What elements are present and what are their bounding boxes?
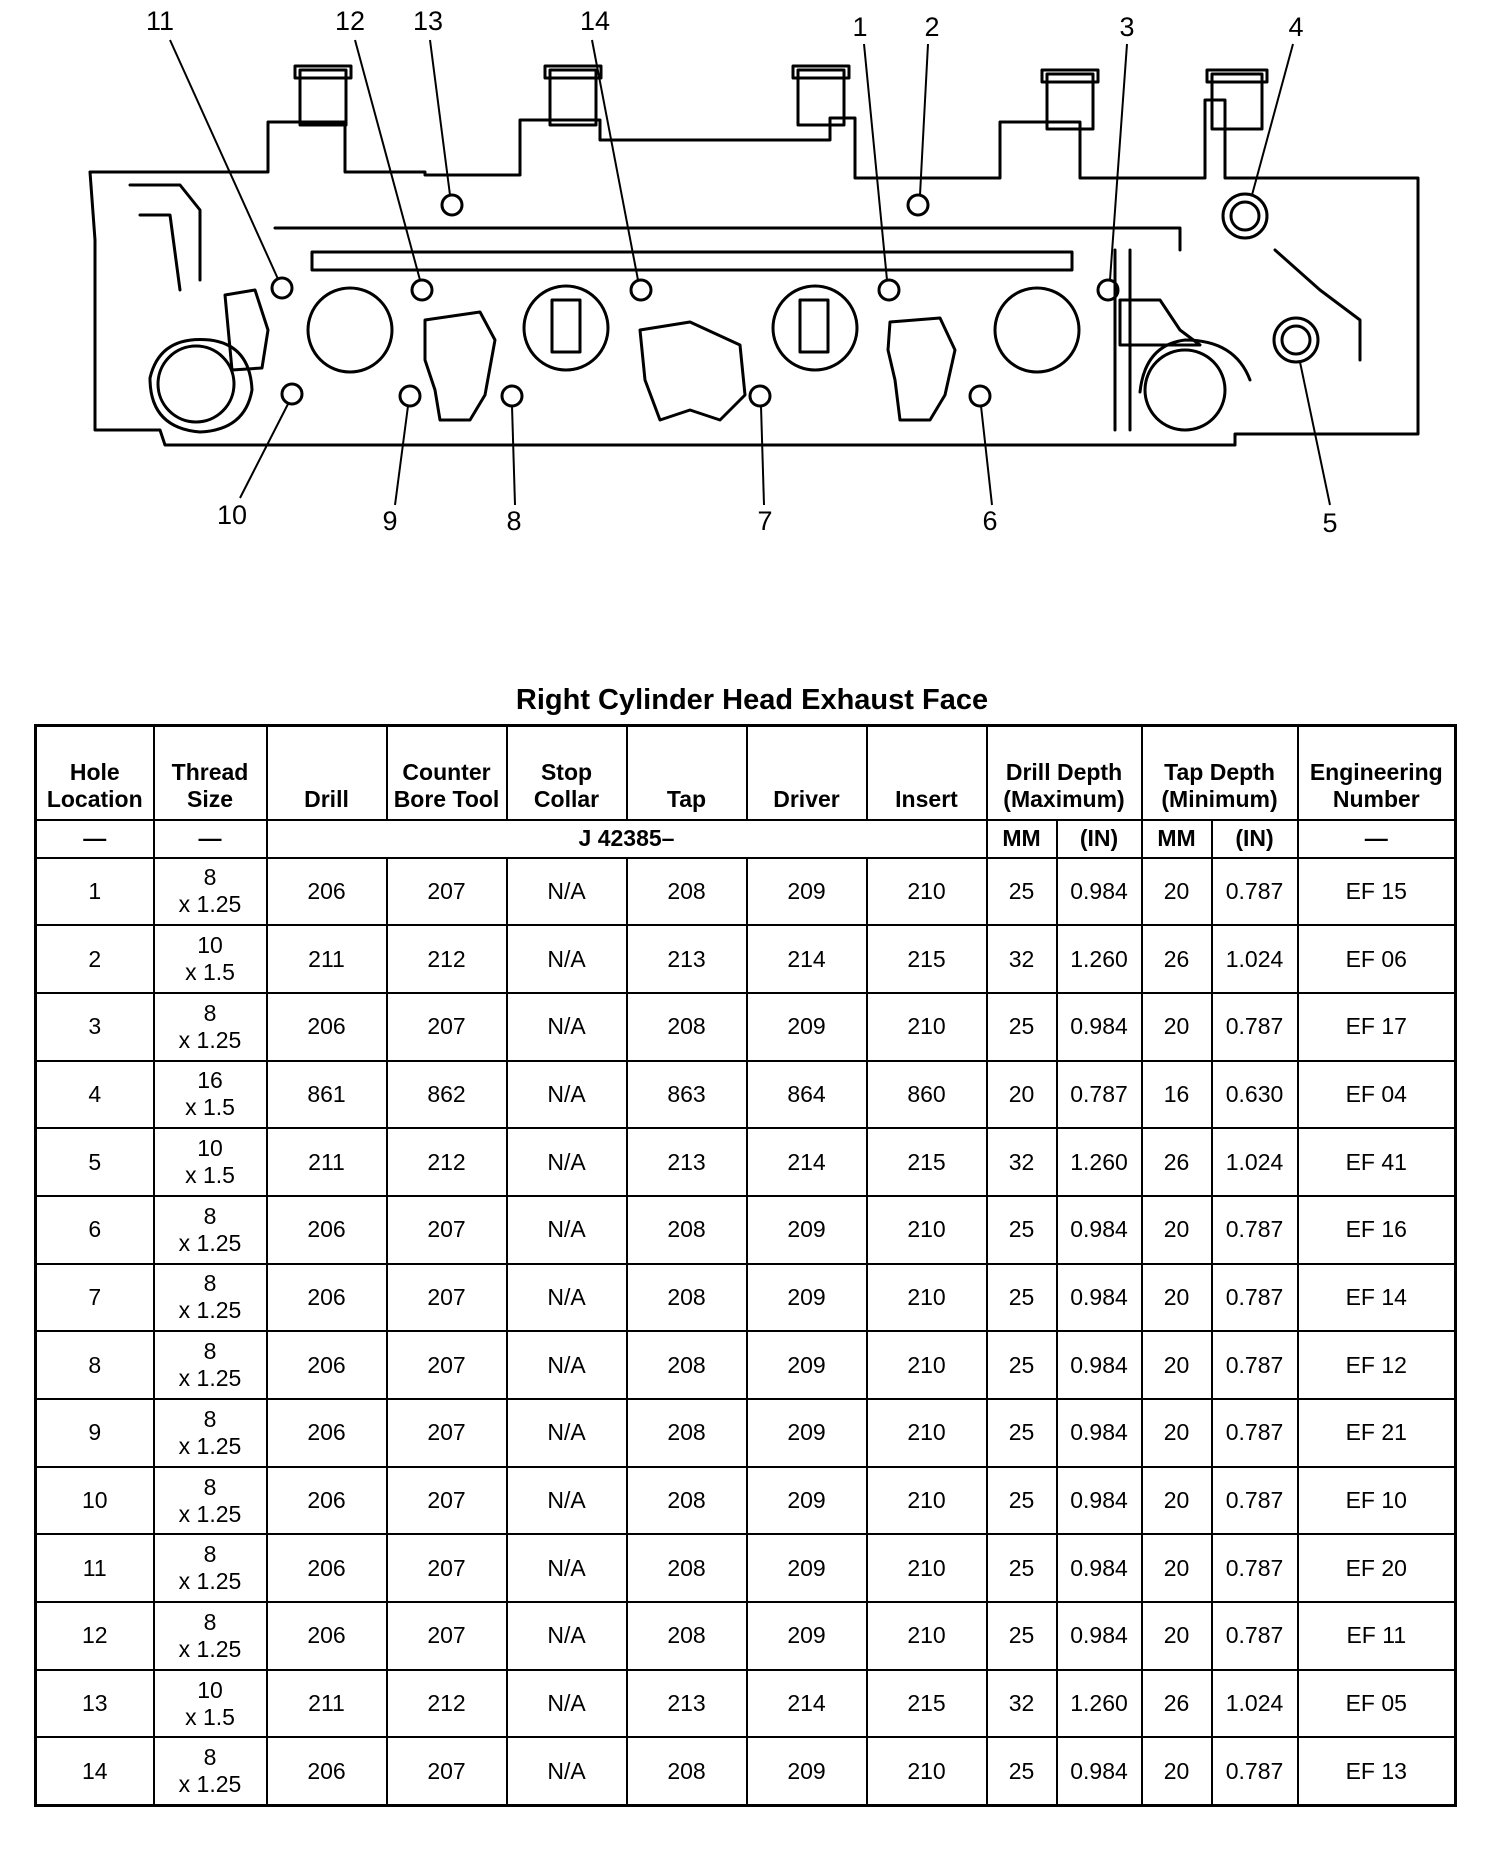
exhaust-port-4 (640, 322, 745, 420)
header-hole-location: Hole Location (36, 726, 154, 820)
cell-counter-bore-tool: 207 (387, 1534, 507, 1602)
cell-driver: 209 (747, 1264, 867, 1332)
head-outline (90, 100, 1418, 445)
cell-drill: 211 (267, 925, 387, 993)
cell-thread-size (154, 1264, 267, 1332)
cell-stop-collar: N/A (507, 1399, 627, 1467)
cell-engineering-number: EF 06 (1298, 925, 1456, 993)
cell-drill-depth-in: 0.984 (1057, 1602, 1142, 1670)
cell-hole-location: 12 (36, 1602, 154, 1670)
cell-tap-depth-mm: 16 (1142, 1061, 1212, 1129)
cell-drill-depth-mm: 25 (987, 1602, 1057, 1670)
cell-tap-depth-mm: 20 (1142, 858, 1212, 926)
cell-stop-collar: N/A (507, 1264, 627, 1332)
table-row (36, 1264, 1456, 1332)
cell-thread-size (154, 1737, 267, 1805)
cell-driver: 214 (747, 925, 867, 993)
hole-1 (879, 280, 899, 300)
cell-engineering-number: EF 12 (1298, 1331, 1456, 1399)
cell-tap-depth-mm: 20 (1142, 993, 1212, 1061)
cell-drill-depth-in: 0.984 (1057, 993, 1142, 1061)
leader-lines (170, 40, 1330, 505)
table-row (36, 1737, 1456, 1805)
cell-tap-depth-mm: 20 (1142, 1534, 1212, 1602)
thread-size-part: x 1.5 (185, 1162, 235, 1189)
cell-engineering-number: EF 20 (1298, 1534, 1456, 1602)
cell-insert: 210 (867, 993, 987, 1061)
cell-hole-location: 8 (36, 1331, 154, 1399)
port-left-small (158, 346, 234, 422)
cell-drill: 206 (267, 1196, 387, 1264)
cell-tap: 208 (627, 1331, 747, 1399)
cell-drill-depth-mm: 25 (987, 1196, 1057, 1264)
hole-2 (908, 195, 928, 215)
cell-stop-collar: N/A (507, 1534, 627, 1602)
table-row (36, 1331, 1456, 1399)
cell-thread-size (154, 925, 267, 993)
cell-drill-depth-in: 0.984 (1057, 1331, 1142, 1399)
thread-size-part: x 1.25 (178, 1026, 242, 1053)
thread-size-part: 8 (203, 999, 217, 1026)
cell-drill: 206 (267, 993, 387, 1061)
hole-10 (282, 384, 302, 404)
hole-label-13: 13 (412, 6, 444, 36)
sub-drill-in: (IN) (1057, 820, 1142, 858)
table-row (36, 1534, 1456, 1602)
thread-size-part: 10 (197, 932, 223, 959)
cell-driver: 209 (747, 1331, 867, 1399)
cell-drill-depth-mm: 25 (987, 1331, 1057, 1399)
cell-drill-depth-mm: 32 (987, 1670, 1057, 1738)
thread-size-part: 10 (197, 1135, 223, 1162)
cell-hole-location: 9 (36, 1399, 154, 1467)
cell-tap: 863 (627, 1061, 747, 1129)
cell-driver: 209 (747, 1602, 867, 1670)
cell-insert: 210 (867, 1534, 987, 1602)
cell-drill-depth-mm: 25 (987, 1737, 1057, 1805)
cell-driver: 209 (747, 1467, 867, 1535)
cell-tap: 213 (627, 925, 747, 993)
cell-hole-location: 3 (36, 993, 154, 1061)
cell-insert: 210 (867, 1467, 987, 1535)
hole-11 (272, 278, 292, 298)
cell-drill: 206 (267, 1331, 387, 1399)
hole-5-inner (1282, 326, 1310, 354)
bore-right (1145, 350, 1225, 430)
sub-tool-prefix: J 42385– (267, 820, 987, 858)
cell-thread-size (154, 993, 267, 1061)
cell-tap: 208 (627, 1264, 747, 1332)
header-tap-depth: Tap Depth (Minimum) (1142, 726, 1298, 820)
thread-size-part: 8 (203, 1473, 217, 1500)
sub-tap-mm: MM (1142, 820, 1212, 858)
cell-driver: 209 (747, 1196, 867, 1264)
cell-drill: 206 (267, 1399, 387, 1467)
cell-drill-depth-in: 0.984 (1057, 1196, 1142, 1264)
cell-tap-depth-mm: 26 (1142, 1670, 1212, 1738)
cell-stop-collar: N/A (507, 925, 627, 993)
hole-label-9: 9 (382, 506, 398, 536)
exhaust-port-7 (995, 288, 1079, 372)
table-row (36, 858, 1456, 926)
cell-insert: 210 (867, 1196, 987, 1264)
table-title: Right Cylinder Head Exhaust Face (515, 684, 989, 716)
cell-stop-collar: N/A (507, 1061, 627, 1129)
cell-driver: 209 (747, 1534, 867, 1602)
cell-insert: 210 (867, 858, 987, 926)
cell-drill-depth-in: 0.984 (1057, 858, 1142, 926)
cell-drill-depth-in: 1.260 (1057, 925, 1142, 993)
cell-drill-depth-in: 0.984 (1057, 1264, 1142, 1332)
table-row (36, 1602, 1456, 1670)
table-row (36, 1061, 1456, 1129)
cell-drill-depth-mm: 25 (987, 1467, 1057, 1535)
cell-counter-bore-tool: 207 (387, 993, 507, 1061)
hole-label-2: 2 (924, 12, 940, 42)
cell-tap: 208 (627, 858, 747, 926)
sub-engineering: — (1298, 820, 1456, 858)
cell-thread-size (154, 1128, 267, 1196)
thread-size-part: x 1.25 (178, 891, 242, 918)
header-row (36, 726, 1456, 820)
cell-stop-collar: N/A (507, 1196, 627, 1264)
table-body (36, 858, 1456, 1806)
header-counter-bore-tool: Counter Bore Tool (387, 726, 507, 820)
sub-hole-location: — (36, 820, 154, 858)
cell-engineering-number: EF 10 (1298, 1467, 1456, 1535)
hole-8 (502, 386, 522, 406)
sub-tap-in: (IN) (1212, 820, 1298, 858)
cell-insert: 860 (867, 1061, 987, 1129)
cell-tap-depth-in: 0.787 (1212, 858, 1298, 926)
cell-drill-depth-in: 0.984 (1057, 1467, 1142, 1535)
thread-size-part: x 1.25 (178, 1500, 242, 1527)
cell-engineering-number: EF 05 (1298, 1670, 1456, 1738)
header-drill-depth: Drill Depth (Maximum) (987, 726, 1142, 820)
cell-hole-location: 13 (36, 1670, 154, 1738)
thread-size-part: 8 (203, 1541, 217, 1568)
cell-engineering-number: EF 11 (1298, 1602, 1456, 1670)
cell-drill: 206 (267, 1602, 387, 1670)
cell-drill-depth-in: 0.787 (1057, 1061, 1142, 1129)
cell-tap-depth-in: 0.787 (1212, 1737, 1298, 1805)
cell-stop-collar: N/A (507, 858, 627, 926)
thread-size-part: 10 (197, 1676, 223, 1703)
cylinder-head-diagram (0, 0, 1504, 560)
cell-counter-bore-tool: 207 (387, 1399, 507, 1467)
cell-tap-depth-in: 0.787 (1212, 1534, 1298, 1602)
cell-insert: 210 (867, 1602, 987, 1670)
cell-insert: 210 (867, 1264, 987, 1332)
cell-tap-depth-mm: 26 (1142, 1128, 1212, 1196)
cell-drill-depth-mm: 25 (987, 1399, 1057, 1467)
cell-hole-location: 2 (36, 925, 154, 993)
cell-drill-depth-in: 1.260 (1057, 1128, 1142, 1196)
spec-table (34, 724, 1457, 1807)
table-row (36, 1399, 1456, 1467)
thread-size-part: 8 (203, 1202, 217, 1229)
header-insert: Insert (867, 726, 987, 820)
hole-label-3: 3 (1119, 12, 1135, 42)
table-row (36, 993, 1456, 1061)
cell-counter-bore-tool: 207 (387, 1602, 507, 1670)
cell-drill: 211 (267, 1670, 387, 1738)
cell-tap-depth-in: 0.787 (1212, 993, 1298, 1061)
cell-counter-bore-tool: 862 (387, 1061, 507, 1129)
cell-stop-collar: N/A (507, 1467, 627, 1535)
hole-label-10: 10 (216, 500, 248, 530)
header-engineering-number: Engineering Number (1298, 726, 1456, 820)
cell-drill-depth-mm: 32 (987, 1128, 1057, 1196)
cell-tap: 213 (627, 1670, 747, 1738)
hole-label-6: 6 (982, 506, 998, 536)
thread-size-part: x 1.25 (178, 1771, 242, 1798)
cell-thread-size (154, 1399, 267, 1467)
cell-hole-location: 5 (36, 1128, 154, 1196)
cell-tap-depth-in: 1.024 (1212, 1670, 1298, 1738)
cell-thread-size (154, 1534, 267, 1602)
hole-label-12: 12 (334, 6, 366, 36)
thread-size-part: x 1.5 (185, 1094, 235, 1121)
cell-counter-bore-tool: 212 (387, 925, 507, 993)
cell-counter-bore-tool: 207 (387, 1737, 507, 1805)
cell-tap-depth-mm: 20 (1142, 1602, 1212, 1670)
cell-insert: 215 (867, 1670, 987, 1738)
cell-tap-depth-mm: 26 (1142, 925, 1212, 993)
cell-tap-depth-in: 0.787 (1212, 1399, 1298, 1467)
cell-drill: 206 (267, 1264, 387, 1332)
cell-drill: 206 (267, 1737, 387, 1805)
cell-tap: 208 (627, 1602, 747, 1670)
cell-hole-location: 6 (36, 1196, 154, 1264)
cell-thread-size (154, 858, 267, 926)
cell-engineering-number: EF 16 (1298, 1196, 1456, 1264)
cell-tap-depth-in: 0.787 (1212, 1264, 1298, 1332)
cell-insert: 210 (867, 1737, 987, 1805)
sub-thread-size: — (154, 820, 267, 858)
cell-tap: 213 (627, 1128, 747, 1196)
hole-label-1: 1 (852, 12, 868, 42)
hole-label-11: 11 (145, 6, 175, 36)
hole-label-8: 8 (506, 506, 522, 536)
cell-hole-location: 14 (36, 1737, 154, 1805)
cell-counter-bore-tool: 207 (387, 1264, 507, 1332)
cell-tap-depth-in: 1.024 (1212, 925, 1298, 993)
cell-tap-depth-in: 0.787 (1212, 1602, 1298, 1670)
cell-driver: 209 (747, 993, 867, 1061)
hole-13 (442, 195, 462, 215)
cell-drill-depth-mm: 32 (987, 925, 1057, 993)
cell-insert: 215 (867, 925, 987, 993)
thread-size-part: x 1.5 (185, 959, 235, 986)
cell-tap-depth-in: 0.630 (1212, 1061, 1298, 1129)
cell-counter-bore-tool: 207 (387, 1467, 507, 1535)
table-row (36, 925, 1456, 993)
cell-drill-depth-in: 1.260 (1057, 1670, 1142, 1738)
table-row (36, 1128, 1456, 1196)
header-thread-size: Thread Size (154, 726, 267, 820)
cell-tap: 208 (627, 1196, 747, 1264)
cell-thread-size (154, 1331, 267, 1399)
cell-driver: 214 (747, 1670, 867, 1738)
cell-thread-size (154, 1602, 267, 1670)
thread-size-part: x 1.25 (178, 1229, 242, 1256)
cell-tap: 208 (627, 1399, 747, 1467)
cell-drill: 206 (267, 1534, 387, 1602)
cell-insert: 210 (867, 1331, 987, 1399)
header-driver: Driver (747, 726, 867, 820)
exhaust-port-6 (888, 318, 955, 420)
thread-size-part: x 1.25 (178, 1635, 242, 1662)
thread-size-part: x 1.25 (178, 1297, 242, 1324)
header-stop-collar: Stop Collar (507, 726, 627, 820)
hole-12 (412, 280, 432, 300)
cell-driver: 214 (747, 1128, 867, 1196)
cell-driver: 864 (747, 1061, 867, 1129)
hole-label-7: 7 (757, 506, 773, 536)
cell-stop-collar: N/A (507, 1331, 627, 1399)
subheader-row (36, 820, 1456, 858)
cell-hole-location: 7 (36, 1264, 154, 1332)
cell-stop-collar: N/A (507, 1670, 627, 1738)
cell-hole-location: 10 (36, 1467, 154, 1535)
cell-tap-depth-mm: 20 (1142, 1331, 1212, 1399)
hole-9 (400, 386, 420, 406)
thread-size-part: 8 (203, 1405, 217, 1432)
cell-hole-location: 1 (36, 858, 154, 926)
cell-drill-depth-mm: 25 (987, 858, 1057, 926)
cell-hole-location: 4 (36, 1061, 154, 1129)
sub-drill-mm: MM (987, 820, 1057, 858)
cell-driver: 209 (747, 858, 867, 926)
cell-counter-bore-tool: 207 (387, 858, 507, 926)
cell-tap-depth-in: 1.024 (1212, 1128, 1298, 1196)
thread-size-part: 8 (203, 864, 217, 891)
hole-label-14: 14 (579, 6, 611, 36)
cell-stop-collar: N/A (507, 1128, 627, 1196)
hole-labels (146, 6, 1338, 538)
cell-stop-collar: N/A (507, 1602, 627, 1670)
cell-tap-depth-mm: 20 (1142, 1737, 1212, 1805)
cell-drill-depth-mm: 25 (987, 1264, 1057, 1332)
cell-tap-depth-mm: 20 (1142, 1467, 1212, 1535)
cell-insert: 215 (867, 1128, 987, 1196)
cell-thread-size (154, 1196, 267, 1264)
thread-size-part: x 1.25 (178, 1365, 242, 1392)
cell-tap-depth-in: 0.787 (1212, 1467, 1298, 1535)
table-row (36, 1196, 1456, 1264)
cell-drill: 206 (267, 1467, 387, 1535)
cell-tap: 208 (627, 1737, 747, 1805)
exhaust-port-1 (308, 288, 392, 372)
cell-tap: 208 (627, 1467, 747, 1535)
exhaust-port-2 (425, 312, 495, 420)
cell-engineering-number: EF 17 (1298, 993, 1456, 1061)
header-tap: Tap (627, 726, 747, 820)
cell-drill-depth-mm: 20 (987, 1061, 1057, 1129)
cell-drill: 211 (267, 1128, 387, 1196)
cell-drill: 861 (267, 1061, 387, 1129)
header-drill: Drill (267, 726, 387, 820)
cell-tap-depth-mm: 20 (1142, 1264, 1212, 1332)
cell-engineering-number: EF 14 (1298, 1264, 1456, 1332)
cell-thread-size (154, 1061, 267, 1129)
cell-insert: 210 (867, 1399, 987, 1467)
cell-stop-collar: N/A (507, 1737, 627, 1805)
thread-size-part: 8 (203, 1338, 217, 1365)
cell-tap: 208 (627, 993, 747, 1061)
cell-thread-size (154, 1670, 267, 1738)
cell-driver: 209 (747, 1399, 867, 1467)
thread-size-part: 8 (203, 1608, 217, 1635)
table-row (36, 1670, 1456, 1738)
cell-tap-depth-mm: 20 (1142, 1196, 1212, 1264)
hole-14 (631, 280, 651, 300)
thread-size-part: 8 (203, 1744, 217, 1771)
thread-size-part: 8 (203, 1270, 217, 1297)
cell-engineering-number: EF 13 (1298, 1737, 1456, 1805)
table-row (36, 1467, 1456, 1535)
cell-drill: 206 (267, 858, 387, 926)
cell-drill-depth-in: 0.984 (1057, 1737, 1142, 1805)
cell-counter-bore-tool: 212 (387, 1670, 507, 1738)
cell-driver: 209 (747, 1737, 867, 1805)
thread-size-part: x 1.25 (178, 1568, 242, 1595)
cell-engineering-number: EF 15 (1298, 858, 1456, 926)
cell-tap-depth-in: 0.787 (1212, 1331, 1298, 1399)
cell-drill-depth-mm: 25 (987, 1534, 1057, 1602)
cell-drill-depth-mm: 25 (987, 993, 1057, 1061)
thread-size-part: x 1.25 (178, 1432, 242, 1459)
cell-drill-depth-in: 0.984 (1057, 1534, 1142, 1602)
cell-hole-location: 11 (36, 1534, 154, 1602)
hole-4-inner (1231, 202, 1259, 230)
cell-tap: 208 (627, 1534, 747, 1602)
thread-size-part: x 1.5 (185, 1703, 235, 1730)
cell-counter-bore-tool: 212 (387, 1128, 507, 1196)
thread-size-part: 16 (197, 1067, 223, 1094)
hole-label-4: 4 (1288, 12, 1304, 42)
cell-thread-size (154, 1467, 267, 1535)
cell-counter-bore-tool: 207 (387, 1196, 507, 1264)
hole-7 (750, 386, 770, 406)
gallery-slot (312, 252, 1072, 270)
cell-counter-bore-tool: 207 (387, 1331, 507, 1399)
cell-stop-collar: N/A (507, 993, 627, 1061)
cell-tap-depth-mm: 20 (1142, 1399, 1212, 1467)
cell-tap-depth-in: 0.787 (1212, 1196, 1298, 1264)
hole-6 (970, 386, 990, 406)
cell-engineering-number: EF 41 (1298, 1128, 1456, 1196)
cell-engineering-number: EF 21 (1298, 1399, 1456, 1467)
cell-engineering-number: EF 04 (1298, 1061, 1456, 1129)
hole-label-5: 5 (1322, 508, 1338, 538)
cell-drill-depth-in: 0.984 (1057, 1399, 1142, 1467)
